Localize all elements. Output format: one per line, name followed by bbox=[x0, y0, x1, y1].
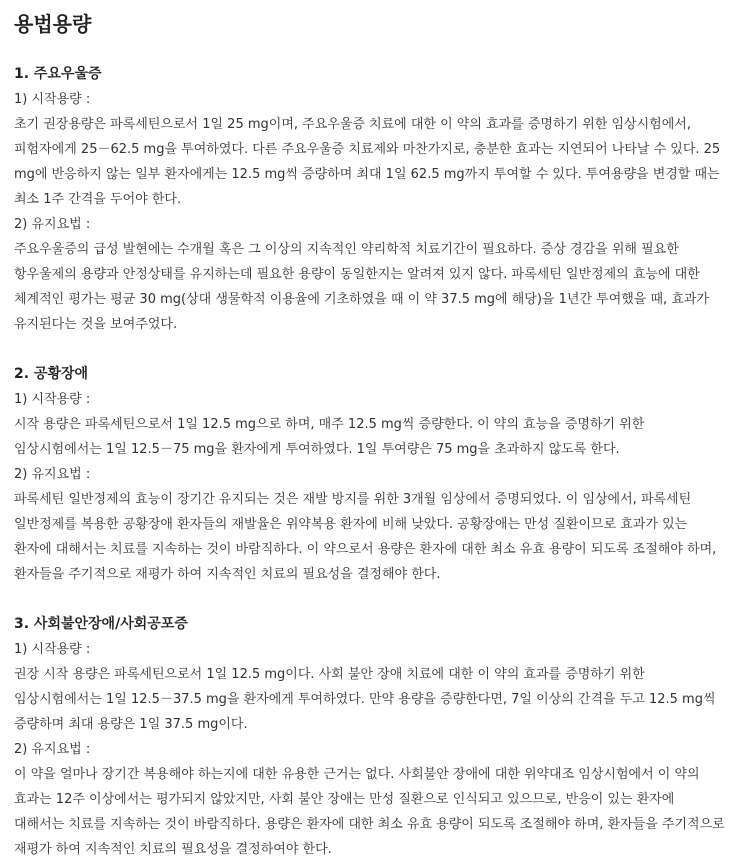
maintenance-label: 2) 유지요법 : bbox=[14, 217, 91, 232]
starting-dose-text: 권장 시작 용량은 파록세틴으로서 1일 12.5 mg이다. 사회 불안 장애 치료에 대한 이 약의 효과를 증명하기 위한 임상시험에서는 1일 12.5－37.5 mg을 환자에게 투여하였다. 만약 용량을 증량한다면, 7일 이상의 간격을 두고 12.5 mg씩 증량하며 최대 용량은 1일 37.5 mg이다. bbox=[14, 667, 716, 732]
maintenance-label: 2) 유지요법 : bbox=[14, 467, 91, 482]
starting-dose-label: 1) 시작용량 : bbox=[14, 92, 91, 107]
section-panic-disorder bbox=[12, 364, 726, 587]
starting-dose-text: 시작 용량은 파록세틴으로서 1일 12.5 mg으로 하며, 매주 12.5 mg씩 증량한다. 이 약의 효능을 증명하기 위한 임상시험에서는 1일 12.5－75 mg을 환자에게 투여하였다. 1일 투여량은 75 mg을 초과하지 않도록 한다. bbox=[14, 417, 645, 457]
section-social-anxiety bbox=[12, 614, 726, 862]
page-title: 용법용량 bbox=[14, 12, 92, 36]
maintenance-label: 2) 유지요법 : bbox=[14, 742, 91, 757]
section-heading: 2. 공황장애 bbox=[14, 366, 89, 382]
starting-dose-label: 1) 시작용량 : bbox=[14, 392, 91, 407]
maintenance-text: 주요우울증의 급성 발현에는 수개월 혹은 그 이상의 지속적인 약리학적 치료기간이 필요하다. 증상 경감을 위해 필요한 항우울제의 용량과 안정상태를 유지하는데 필요한 용량이 동일한지는 알려져 있지 않다. 파록세틴 일반정제의 효능에 대한 체계적인 평가는 평균 30 mg(상대 생물학적 이용율에 기초하였을 때 이 약 37.5 mg에 해당)을 1년간 투여했을 때, 효과가 유지된다는 것을 보여주었다. bbox=[14, 242, 709, 332]
maintenance-text: 이 약을 얼마나 장기간 복용해야 하는지에 대한 유용한 근거는 없다. 사회불안 장애에 대한 위약대조 임상시험에서 이 약의 효과는 12주 이상에서는 평가되지 않았지만, 사회 불안 장애는 만성 질환으로 인식되고 있으므로, 반응이 있는 환자에 대해서는 치료를 지속하는 것이 바람직하다. 용량은 환자에 대한 최소 유효 용량이 되도록 조절해야 하며, 환자들을 주기적으로 재평가 하여 지속적인 치료의 필요성을 결정하여야 한다. bbox=[14, 767, 725, 857]
starting-dose-text: 초기 권장용량은 파록세틴으로서 1일 25 mg이며, 주요우울증 치료에 대한 이 약의 효과를 증명하기 위한 임상시험에서, 피험자에게 25－62.5 mg을 투여하였다. 다른 주요우울증 치료제와 마찬가지로, 충분한 효과는 지연되어 나타날 수 있다. 25 mg에 반응하지 않는 일부 환자에게는 12.5 mg씩 증량하며 최대 1일 62.5 mg까지 투여할 수 있다. 투여용량을 변경할 때는 최소 1주 간격을 두어야 한다. bbox=[14, 117, 721, 207]
section-heading: 3. 사회불안장애/사회공포증 bbox=[14, 616, 188, 632]
section-heading: 1. 주요우울증 bbox=[14, 66, 102, 82]
starting-dose-label: 1) 시작용량 : bbox=[14, 642, 91, 657]
maintenance-text: 파록세틴 일반정제의 효능이 장기간 유지되는 것은 재발 방지를 위한 3개월 임상에서 증명되었다. 이 임상에서, 파록세틴 일반정제를 복용한 공황장애 환자들의 재발율은 위약복용 환자에 비해 낮았다. 공황장애는 만성 질환이므로 효과가 있는 환자에 대해서는 치료를 지속하는 것이 바람직하다. 이 약으로서 용량은 환자에 대한 최소 유효 용량이 되도록 조절해야 하며, 환자들을 주기적으로 재평가 하여 지속적인 치료의 필요성을 결정해야 한다. bbox=[14, 492, 717, 582]
section-major-depression bbox=[12, 64, 726, 337]
